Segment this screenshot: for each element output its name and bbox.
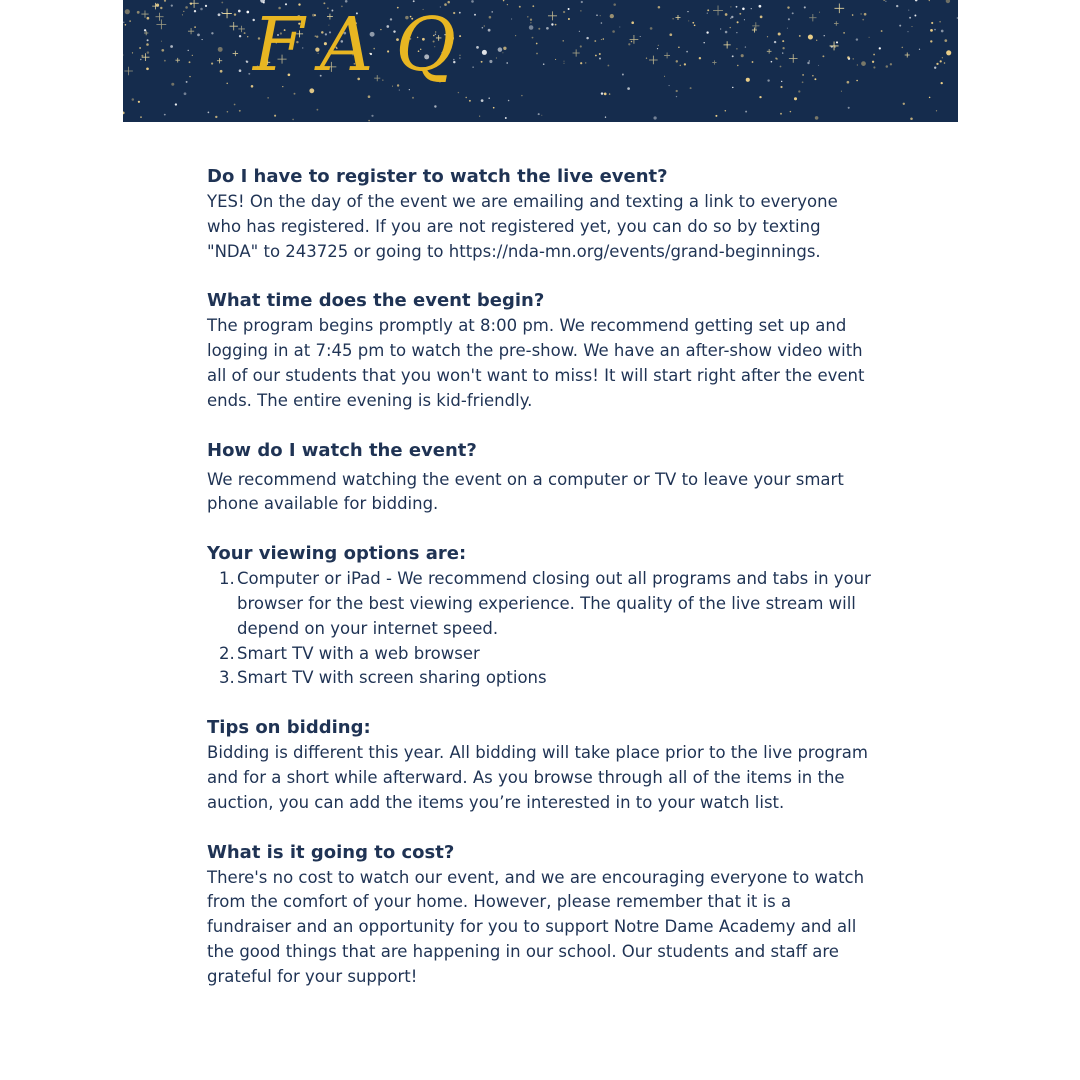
faq-item-start-time	[207, 288, 872, 413]
faq-item-how-to-watch	[207, 438, 872, 518]
list-item	[207, 567, 872, 641]
faq-banner	[123, 0, 958, 122]
faq-item-viewing-options	[207, 541, 872, 691]
list-item-text: Smart TV with a web browser	[237, 643, 480, 663]
faq-question: How do I watch the event?	[207, 439, 477, 461]
faq-question: Tips on bidding:	[207, 717, 371, 739]
faq-answer: Bidding is different this year. All bidding will take place prior to the live program and for a short while afterward. As you browse through all of the items in the auction, you can add the items you’re interested in to your watch list.	[207, 743, 868, 812]
list-number: 2.	[219, 643, 235, 663]
banner-title: FAQ	[253, 2, 479, 88]
faq-answer: We recommend watching the event on a computer or TV to leave your smart phone available for bidding.	[207, 469, 844, 514]
faq-question: What is it going to cost?	[207, 841, 455, 863]
starry-sky-decoration	[123, 0, 958, 122]
faq-content	[207, 164, 872, 1014]
faq-answer: The program begins promptly at 8:00 pm. We recommend getting set up and logging in at 7:45 pm to watch the pre-show. We have an after-show video with all of our students that you won't want to miss! It will start right after the event ends. The entire evening is kid-friendly.	[207, 316, 865, 410]
faq-item-cost	[207, 840, 872, 990]
faq-item-register	[207, 164, 872, 264]
faq-answer: There's no cost to watch our event, and we are encouraging everyone to watch from the comfort of your home. However, please remember that it is a fundraiser and an opportunity for you to support Notre Dame Academy and all the good things that are happening in our school. Our students and staff are grateful for your support!	[207, 867, 865, 986]
faq-question: What time does the event begin?	[207, 290, 545, 312]
list-number: 3.	[219, 668, 235, 688]
viewing-options-list	[207, 567, 872, 691]
faq-question: Your viewing options are:	[207, 543, 467, 565]
faq-question: Do I have to register to watch the live event?	[207, 166, 668, 187]
faq-item-bidding-tips	[207, 715, 872, 815]
list-item	[207, 642, 872, 667]
list-item-text: Smart TV with screen sharing options	[237, 668, 547, 688]
list-item	[207, 666, 872, 691]
list-item-text: Computer or iPad - We recommend closing out all programs and tabs in your browser for the best viewing experience. The quality of the live stream will depend on your internet speed.	[237, 569, 871, 638]
list-number: 1.	[219, 569, 235, 589]
faq-answer: YES! On the day of the event we are emailing and texting a link to everyone who has registered. If you are not registered yet, you can do so by texting "NDA" to 243725 or going to https://nda-mn.org/events/grand-beginnings.	[207, 192, 838, 261]
